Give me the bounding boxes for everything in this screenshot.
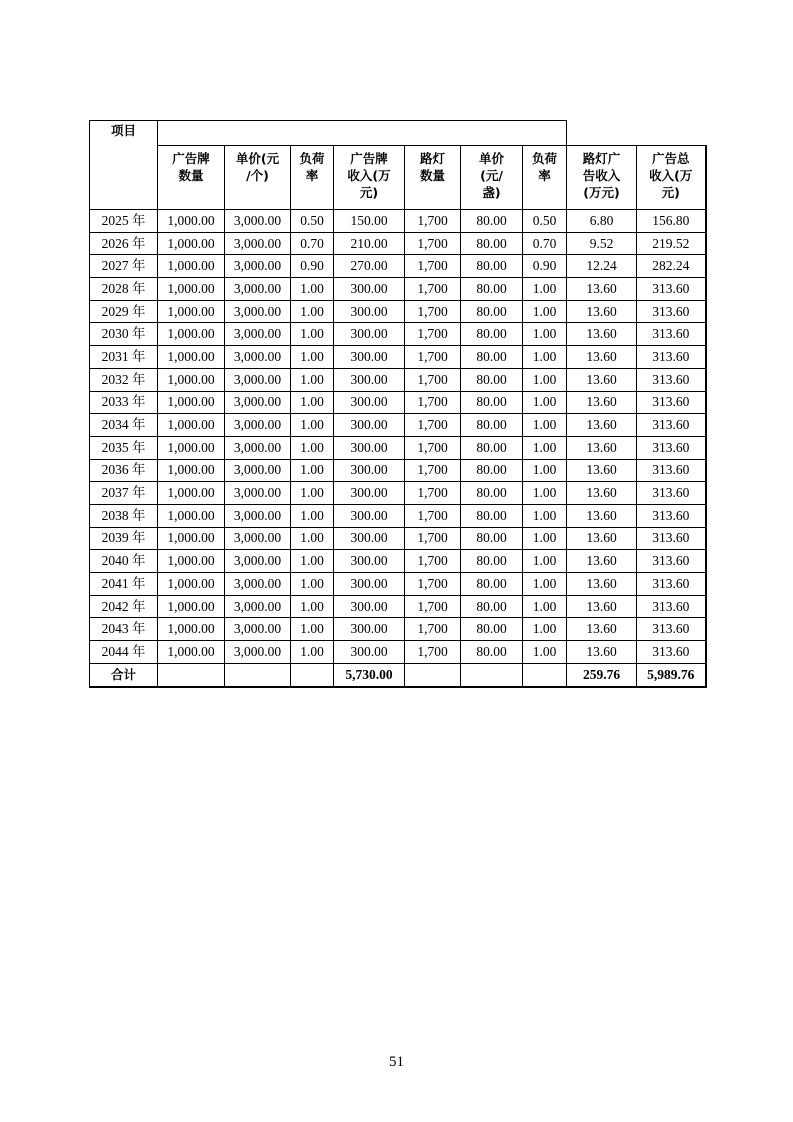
table-cell: 1,700 [405, 504, 461, 527]
row-year: 2031 年 [90, 346, 158, 369]
table-cell: 300.00 [334, 368, 405, 391]
header-unit-price-lamp: 单价 (元/ 盏) [461, 146, 523, 210]
table-cell: 300.00 [334, 346, 405, 369]
table-cell: 1.00 [523, 618, 567, 641]
table-cell: 1.00 [291, 414, 334, 437]
table-cell: 210.00 [334, 232, 405, 255]
table-row [90, 391, 706, 414]
table-row [90, 459, 706, 482]
table-cell: 300.00 [334, 391, 405, 414]
table-cell: 300.00 [334, 504, 405, 527]
row-year: 2042 年 [90, 595, 158, 618]
table-cell: 3,000.00 [225, 210, 291, 233]
table-cell: 1.00 [291, 527, 334, 550]
row-year: 2034 年 [90, 414, 158, 437]
table-cell: 0.50 [523, 210, 567, 233]
table-cell: 13.60 [567, 573, 637, 596]
table-row [90, 255, 706, 278]
table-cell: 3,000.00 [225, 550, 291, 573]
table-cell: 1.00 [291, 573, 334, 596]
table-cell: 3,000.00 [225, 504, 291, 527]
table-cell: 1.00 [523, 300, 567, 323]
table-cell: 1.00 [523, 527, 567, 550]
table-cell: 1,700 [405, 595, 461, 618]
total-cell [291, 663, 334, 687]
table-cell: 1,700 [405, 323, 461, 346]
table-row [90, 641, 706, 664]
header-streetlight-count: 路灯 数量 [405, 146, 461, 210]
table-cell: 1,000.00 [158, 459, 225, 482]
table-row [90, 210, 706, 233]
table-cell: 1.00 [523, 641, 567, 664]
header-total-ad-revenue: 广告总 收入(万 元) [637, 146, 706, 210]
table-cell: 80.00 [461, 210, 523, 233]
table-cell: 1.00 [291, 346, 334, 369]
row-year: 2026 年 [90, 232, 158, 255]
table-cell: 1.00 [523, 368, 567, 391]
table-cell: 3,000.00 [225, 482, 291, 505]
table-cell: 1.00 [523, 482, 567, 505]
table-cell: 1.00 [523, 323, 567, 346]
table-cell: 1.00 [291, 482, 334, 505]
table-cell: 1,000.00 [158, 232, 225, 255]
table-cell: 80.00 [461, 368, 523, 391]
table-row [90, 595, 706, 618]
table-row [90, 300, 706, 323]
table-cell: 0.50 [291, 210, 334, 233]
table-cell: 1.00 [291, 300, 334, 323]
table-cell: 313.60 [637, 300, 706, 323]
table-cell: 80.00 [461, 595, 523, 618]
table-cell: 313.60 [637, 595, 706, 618]
table-cell: 1,000.00 [158, 436, 225, 459]
table-cell: 1.00 [291, 436, 334, 459]
table-cell: 3,000.00 [225, 255, 291, 278]
table-cell: 80.00 [461, 414, 523, 437]
table-cell: 1,700 [405, 459, 461, 482]
table-cell: 80.00 [461, 550, 523, 573]
table-cell: 300.00 [334, 550, 405, 573]
table-cell: 1,700 [405, 482, 461, 505]
row-year: 2039 年 [90, 527, 158, 550]
table-cell: 80.00 [461, 573, 523, 596]
header-streetlight-ad-revenue: 路灯广 告收入 (万元) [567, 146, 637, 210]
header-load-rate-lamp: 负荷 率 [523, 146, 567, 210]
table-cell: 313.60 [637, 618, 706, 641]
row-year: 2037 年 [90, 482, 158, 505]
total-label: 合计 [90, 663, 158, 687]
row-year: 2032 年 [90, 368, 158, 391]
table-cell: 80.00 [461, 504, 523, 527]
table-cell: 80.00 [461, 232, 523, 255]
table-cell: 300.00 [334, 482, 405, 505]
table-cell: 1,000.00 [158, 595, 225, 618]
table-cell: 3,000.00 [225, 459, 291, 482]
table-cell: 0.90 [523, 255, 567, 278]
row-year: 2027 年 [90, 255, 158, 278]
table-cell: 1,700 [405, 300, 461, 323]
table-cell: 300.00 [334, 595, 405, 618]
row-year: 2043 年 [90, 618, 158, 641]
table-cell: 1.00 [291, 618, 334, 641]
total-cell [225, 663, 291, 687]
row-year: 2038 年 [90, 504, 158, 527]
table-cell: 300.00 [334, 641, 405, 664]
table-cell: 313.60 [637, 573, 706, 596]
table-cell: 1.00 [291, 323, 334, 346]
table-cell: 1.00 [291, 278, 334, 301]
table-row [90, 346, 706, 369]
table-cell: 1,000.00 [158, 346, 225, 369]
table-cell: 80.00 [461, 436, 523, 459]
header-project: 项目 [90, 121, 158, 210]
revenue-table [89, 120, 707, 688]
table-cell: 13.60 [567, 482, 637, 505]
table-cell: 1.00 [291, 459, 334, 482]
row-year: 2028 年 [90, 278, 158, 301]
table-cell: 80.00 [461, 323, 523, 346]
table-row [90, 414, 706, 437]
table-row [90, 278, 706, 301]
table-cell: 13.60 [567, 414, 637, 437]
total-cell [158, 663, 225, 687]
table-cell: 313.60 [637, 368, 706, 391]
table-cell: 1,000.00 [158, 573, 225, 596]
row-year: 2041 年 [90, 573, 158, 596]
table-cell: 1,700 [405, 550, 461, 573]
table-cell: 1,700 [405, 527, 461, 550]
table-cell: 13.60 [567, 527, 637, 550]
table-cell: 1,700 [405, 255, 461, 278]
table-cell: 1,700 [405, 232, 461, 255]
table-cell: 1,700 [405, 436, 461, 459]
total-row [90, 663, 706, 687]
table-cell: 3,000.00 [225, 414, 291, 437]
page-number: 51 [389, 1054, 404, 1070]
table-row [90, 573, 706, 596]
table-cell: 3,000.00 [225, 436, 291, 459]
table-cell: 313.60 [637, 346, 706, 369]
table-cell: 300.00 [334, 527, 405, 550]
table-cell: 13.60 [567, 346, 637, 369]
table-cell: 1,000.00 [158, 550, 225, 573]
table-cell: 13.60 [567, 641, 637, 664]
table-cell: 156.80 [637, 210, 706, 233]
table-row [90, 618, 706, 641]
table-cell: 313.60 [637, 550, 706, 573]
table-cell: 1,000.00 [158, 527, 225, 550]
table-cell: 13.60 [567, 618, 637, 641]
table-cell: 1,700 [405, 573, 461, 596]
table-cell: 300.00 [334, 436, 405, 459]
table-cell: 13.60 [567, 436, 637, 459]
header-group-end [567, 121, 706, 146]
table-cell: 150.00 [334, 210, 405, 233]
table-cell: 1.00 [523, 459, 567, 482]
table-cell: 1.00 [291, 595, 334, 618]
table-cell: 3,000.00 [225, 300, 291, 323]
table-cell: 313.60 [637, 482, 706, 505]
table-row [90, 550, 706, 573]
table-cell: 300.00 [334, 459, 405, 482]
row-year: 2030 年 [90, 323, 158, 346]
table-cell: 3,000.00 [225, 527, 291, 550]
table-cell: 1,000.00 [158, 504, 225, 527]
table-cell: 219.52 [637, 232, 706, 255]
table-cell: 80.00 [461, 255, 523, 278]
table-cell: 1,000.00 [158, 300, 225, 323]
table-cell: 3,000.00 [225, 573, 291, 596]
table-cell: 1,000.00 [158, 278, 225, 301]
table-cell: 80.00 [461, 300, 523, 323]
table-cell: 13.60 [567, 459, 637, 482]
header-group-blank [158, 121, 567, 146]
table-cell: 1,700 [405, 391, 461, 414]
table-cell: 1,000.00 [158, 368, 225, 391]
table-cell: 0.70 [291, 232, 334, 255]
table-cell: 1.00 [523, 346, 567, 369]
row-year: 2044 年 [90, 641, 158, 664]
header-row-top [90, 121, 706, 146]
table-cell: 313.60 [637, 459, 706, 482]
row-year: 2029 年 [90, 300, 158, 323]
table-cell: 13.60 [567, 300, 637, 323]
table-cell: 1,700 [405, 414, 461, 437]
table-cell: 80.00 [461, 391, 523, 414]
table-cell: 13.60 [567, 595, 637, 618]
total-cell: 5,730.00 [334, 663, 405, 687]
total-cell [461, 663, 523, 687]
table-cell: 1,000.00 [158, 414, 225, 437]
total-cell [405, 663, 461, 687]
table-cell: 1.00 [523, 573, 567, 596]
table-cell: 80.00 [461, 459, 523, 482]
table-cell: 313.60 [637, 527, 706, 550]
table-cell: 1.00 [523, 550, 567, 573]
table-cell: 6.80 [567, 210, 637, 233]
table-cell: 1.00 [291, 550, 334, 573]
table-cell: 1.00 [291, 641, 334, 664]
table-cell: 300.00 [334, 618, 405, 641]
table-cell: 313.60 [637, 436, 706, 459]
table-cell: 313.60 [637, 641, 706, 664]
table-cell: 0.70 [523, 232, 567, 255]
table-cell: 3,000.00 [225, 618, 291, 641]
table-cell: 80.00 [461, 278, 523, 301]
table-cell: 1,700 [405, 278, 461, 301]
table-cell: 300.00 [334, 323, 405, 346]
table-cell: 1.00 [523, 391, 567, 414]
table-cell: 1,700 [405, 618, 461, 641]
row-year: 2025 年 [90, 210, 158, 233]
table-cell: 13.60 [567, 368, 637, 391]
table-cell: 1,700 [405, 368, 461, 391]
table-cell: 9.52 [567, 232, 637, 255]
table-cell: 1,000.00 [158, 391, 225, 414]
table-cell: 13.60 [567, 391, 637, 414]
row-year: 2035 年 [90, 436, 158, 459]
table-cell: 1,000.00 [158, 323, 225, 346]
total-cell [523, 663, 567, 687]
table-cell: 3,000.00 [225, 595, 291, 618]
table-cell: 3,000.00 [225, 232, 291, 255]
table-cell: 13.60 [567, 323, 637, 346]
table-cell: 80.00 [461, 618, 523, 641]
table-cell: 1.00 [523, 414, 567, 437]
table-cell: 1,000.00 [158, 641, 225, 664]
table-cell: 3,000.00 [225, 368, 291, 391]
table-cell: 1,000.00 [158, 210, 225, 233]
table-cell: 80.00 [461, 641, 523, 664]
table-cell: 1,000.00 [158, 618, 225, 641]
table-cell: 313.60 [637, 391, 706, 414]
row-year: 2033 年 [90, 391, 158, 414]
table-cell: 1,700 [405, 346, 461, 369]
table-cell: 0.90 [291, 255, 334, 278]
table-cell: 1,000.00 [158, 255, 225, 278]
table-cell: 1.00 [523, 504, 567, 527]
table-cell: 1.00 [523, 278, 567, 301]
total-cell: 259.76 [567, 663, 637, 687]
table-cell: 3,000.00 [225, 278, 291, 301]
table-cell: 13.60 [567, 504, 637, 527]
table-row [90, 482, 706, 505]
table-row [90, 504, 706, 527]
table-cell: 313.60 [637, 414, 706, 437]
table-row [90, 368, 706, 391]
header-load-rate: 负荷 率 [291, 146, 334, 210]
table-row [90, 232, 706, 255]
table-cell: 300.00 [334, 414, 405, 437]
table-cell: 1.00 [523, 595, 567, 618]
table-cell: 282.24 [637, 255, 706, 278]
header-billboard-revenue: 广告牌 收入(万 元) [334, 146, 405, 210]
table-cell: 300.00 [334, 573, 405, 596]
table-cell: 1,700 [405, 641, 461, 664]
table-cell: 80.00 [461, 346, 523, 369]
table-cell: 313.60 [637, 278, 706, 301]
row-year: 2040 年 [90, 550, 158, 573]
table-cell: 1.00 [291, 504, 334, 527]
header-unit-price: 单价(元 /个) [225, 146, 291, 210]
table-row [90, 527, 706, 550]
table-cell: 13.60 [567, 550, 637, 573]
table-cell: 300.00 [334, 300, 405, 323]
table-cell: 80.00 [461, 482, 523, 505]
table-cell: 3,000.00 [225, 641, 291, 664]
table-cell: 13.60 [567, 278, 637, 301]
table-row [90, 323, 706, 346]
table-cell: 313.60 [637, 323, 706, 346]
row-year: 2036 年 [90, 459, 158, 482]
header-row [90, 146, 706, 210]
table-cell: 3,000.00 [225, 391, 291, 414]
table-cell: 1.00 [523, 436, 567, 459]
table-cell: 3,000.00 [225, 323, 291, 346]
table-cell: 80.00 [461, 527, 523, 550]
table-row [90, 436, 706, 459]
table-cell: 300.00 [334, 278, 405, 301]
table-cell: 3,000.00 [225, 346, 291, 369]
total-cell: 5,989.76 [637, 663, 706, 687]
header-billboard-count: 广告牌 数量 [158, 146, 225, 210]
table-cell: 270.00 [334, 255, 405, 278]
table-cell: 1,700 [405, 210, 461, 233]
table-cell: 1.00 [291, 368, 334, 391]
table-cell: 1.00 [291, 391, 334, 414]
table-cell: 1,000.00 [158, 482, 225, 505]
table-cell: 12.24 [567, 255, 637, 278]
table-cell: 313.60 [637, 504, 706, 527]
